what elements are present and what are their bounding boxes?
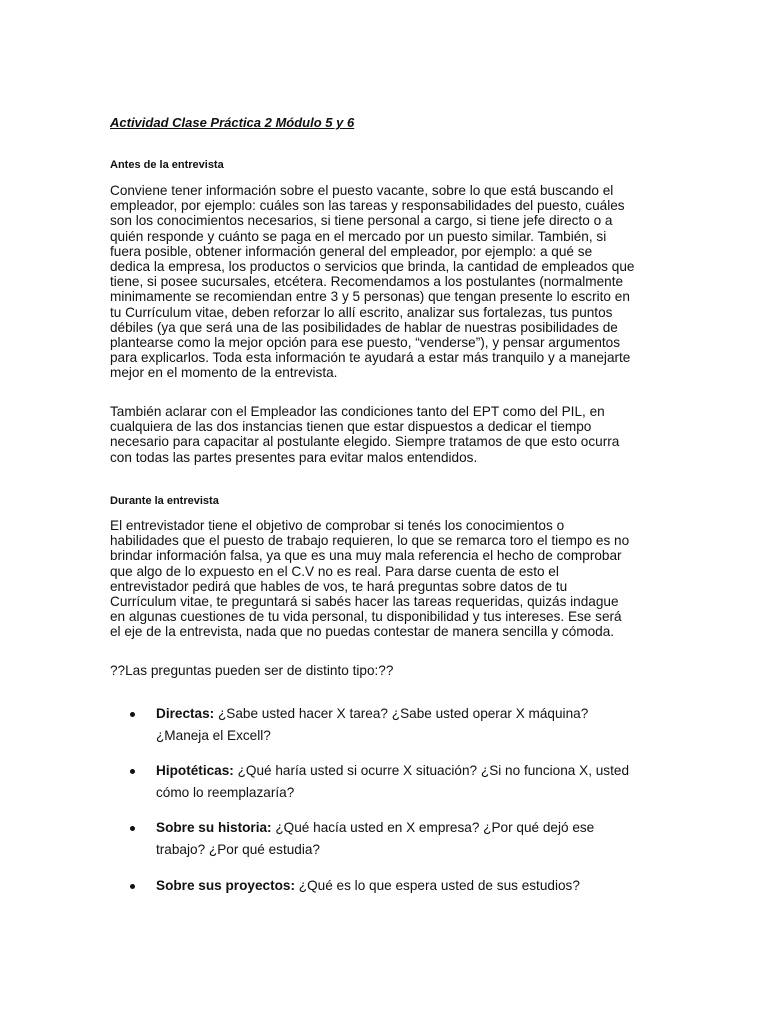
paragraph-line: plantearse como la mejor opción para ese puesto, “venderse”), y pensar argumentos: [110, 335, 621, 351]
paragraph-line: brindar información falsa, ya que es una muy mala referencia el hecho de comprobar: [110, 548, 622, 564]
paragraph-line: tu Currículum vitae, deben reforzar lo allí escrito, analizar sus fortalezas, tus puntos: [110, 304, 613, 320]
paragraph-line: en algunas cuestiones de tu vida personal, tu disponibilidad y tus intereses. Ese será: [110, 609, 622, 625]
paragraph-line: para explicarlos. Toda esta información te ayudará a estar más tranquilo y a manejarte: [110, 350, 631, 366]
paragraph-line: son los conocimientos necesarios, si tiene personal a cargo, si tiene jefe directo o a: [110, 213, 613, 229]
list-item-text: [156, 760, 676, 804]
question-type-label: Sobre su historia:: [156, 820, 272, 835]
paragraph-line: habilidades que el puesto de trabajo requieren, lo que se remarca toro el tiempo es no: [110, 533, 630, 549]
question-type-label: Sobre sus proyectos:: [156, 878, 295, 893]
list-item-line: [156, 875, 676, 897]
paragraph-line: empleador, por ejemplo: cuáles son las tareas y responsabilidades del puesto, cuáles: [110, 198, 625, 214]
bullet-icon: [130, 884, 135, 889]
paragraph-line: minimamente se recomiendan entre 3 y 5 personas) que tengan presente lo escrito en: [110, 289, 630, 305]
paragraph-line: quién responde y cuánto se paga en el mercado por un puesto similar. También, si: [110, 228, 607, 244]
list-item-line: [156, 760, 676, 782]
list-item-line: [156, 817, 676, 839]
question-type-label: Directas:: [156, 706, 215, 721]
question-type-examples: ¿Qué haría usted si ocurre X situación? ¿Si no funciona X, usted: [233, 763, 630, 778]
paragraph-line: cualquiera de las dos instancias tienen que estar dispuestos a dedicar el tiempo: [110, 419, 592, 435]
paragraph-line: Conviene tener información sobre el puesto vacante, sobre lo que está buscando el: [110, 183, 614, 198]
list-item-text: [156, 703, 676, 747]
section-heading-before-interview: Antes de la entrevista: [110, 159, 224, 171]
bullet-icon: [130, 826, 135, 831]
section-heading-during-interview: Durante la entrevista: [110, 495, 219, 507]
paragraph-line: el eje de la entrevista, nada que no puedas contestar de manera sencilla y cómoda.: [110, 624, 615, 640]
paragraph-line: necesario para capacitar al postulante elegido. Siempre tratamos de que esto ocurra: [110, 434, 620, 450]
list-item-line: trabajo? ¿Por qué estudia?: [156, 842, 320, 857]
question-type-label: Hipotéticas:: [156, 763, 234, 778]
list-item-text: [156, 875, 676, 897]
paragraph-line: débiles (ya que será una de las posibilidades de hablar de nuestras posibilidades de: [110, 319, 618, 335]
list-item-text: [156, 817, 676, 861]
paragraph-line: tiene, si posee sucursales, etcétera. Recomendamos a los postulantes (normalmente: [110, 274, 624, 290]
paragraph-line: Currículum vitae, te preguntará si sabés hacer las tareas requeridas, quizás indague: [110, 594, 619, 610]
paragraph-line: dedica la empresa, los productos o servicios que brinda, la cantidad de empleados que: [110, 259, 635, 275]
question-type-examples: ¿Qué hacía usted en X empresa? ¿Por qué dejó ese: [271, 820, 595, 835]
paragraph-line: fuera posible, obtener información general del empleador, por ejemplo: a qué se: [110, 243, 593, 259]
list-item-line: cómo lo reemplazaría?: [156, 785, 295, 800]
paragraph-line: con todas las partes presentes para evitar malos entendidos.: [110, 449, 478, 465]
paragraph-line: mejor en el momento de la entrevista.: [110, 365, 338, 381]
document-title: Actividad Clase Práctica 2 Módulo 5 y 6: [110, 115, 355, 130]
question-type-examples: ¿Qué es lo que espera usted de sus estudios?: [295, 878, 580, 893]
paragraph-line: El entrevistador tiene el objetivo de comprobar si tenés los conocimientos o: [110, 518, 565, 533]
paragraph-line: que algo de lo expuesto en el C.V no es real. Para darse cuenta de esto el: [110, 563, 559, 579]
paragraph-line: También aclarar con el Empleador las condiciones tanto del EPT como del PIL, en: [110, 404, 605, 419]
list-item-line: [156, 703, 676, 725]
question-types-intro: ??Las preguntas pueden ser de distinto tipo:??: [110, 663, 394, 678]
list-item-line: ¿Maneja el Excell?: [156, 728, 271, 743]
paragraph-line: entrevistador pedirá que hables de vos, te hará preguntas sobre datos de tu: [110, 578, 568, 594]
bullet-icon: [130, 769, 135, 774]
bullet-icon: [130, 712, 135, 717]
question-type-examples: ¿Sabe usted hacer X tarea? ¿Sabe usted operar X máquina?: [214, 706, 589, 721]
